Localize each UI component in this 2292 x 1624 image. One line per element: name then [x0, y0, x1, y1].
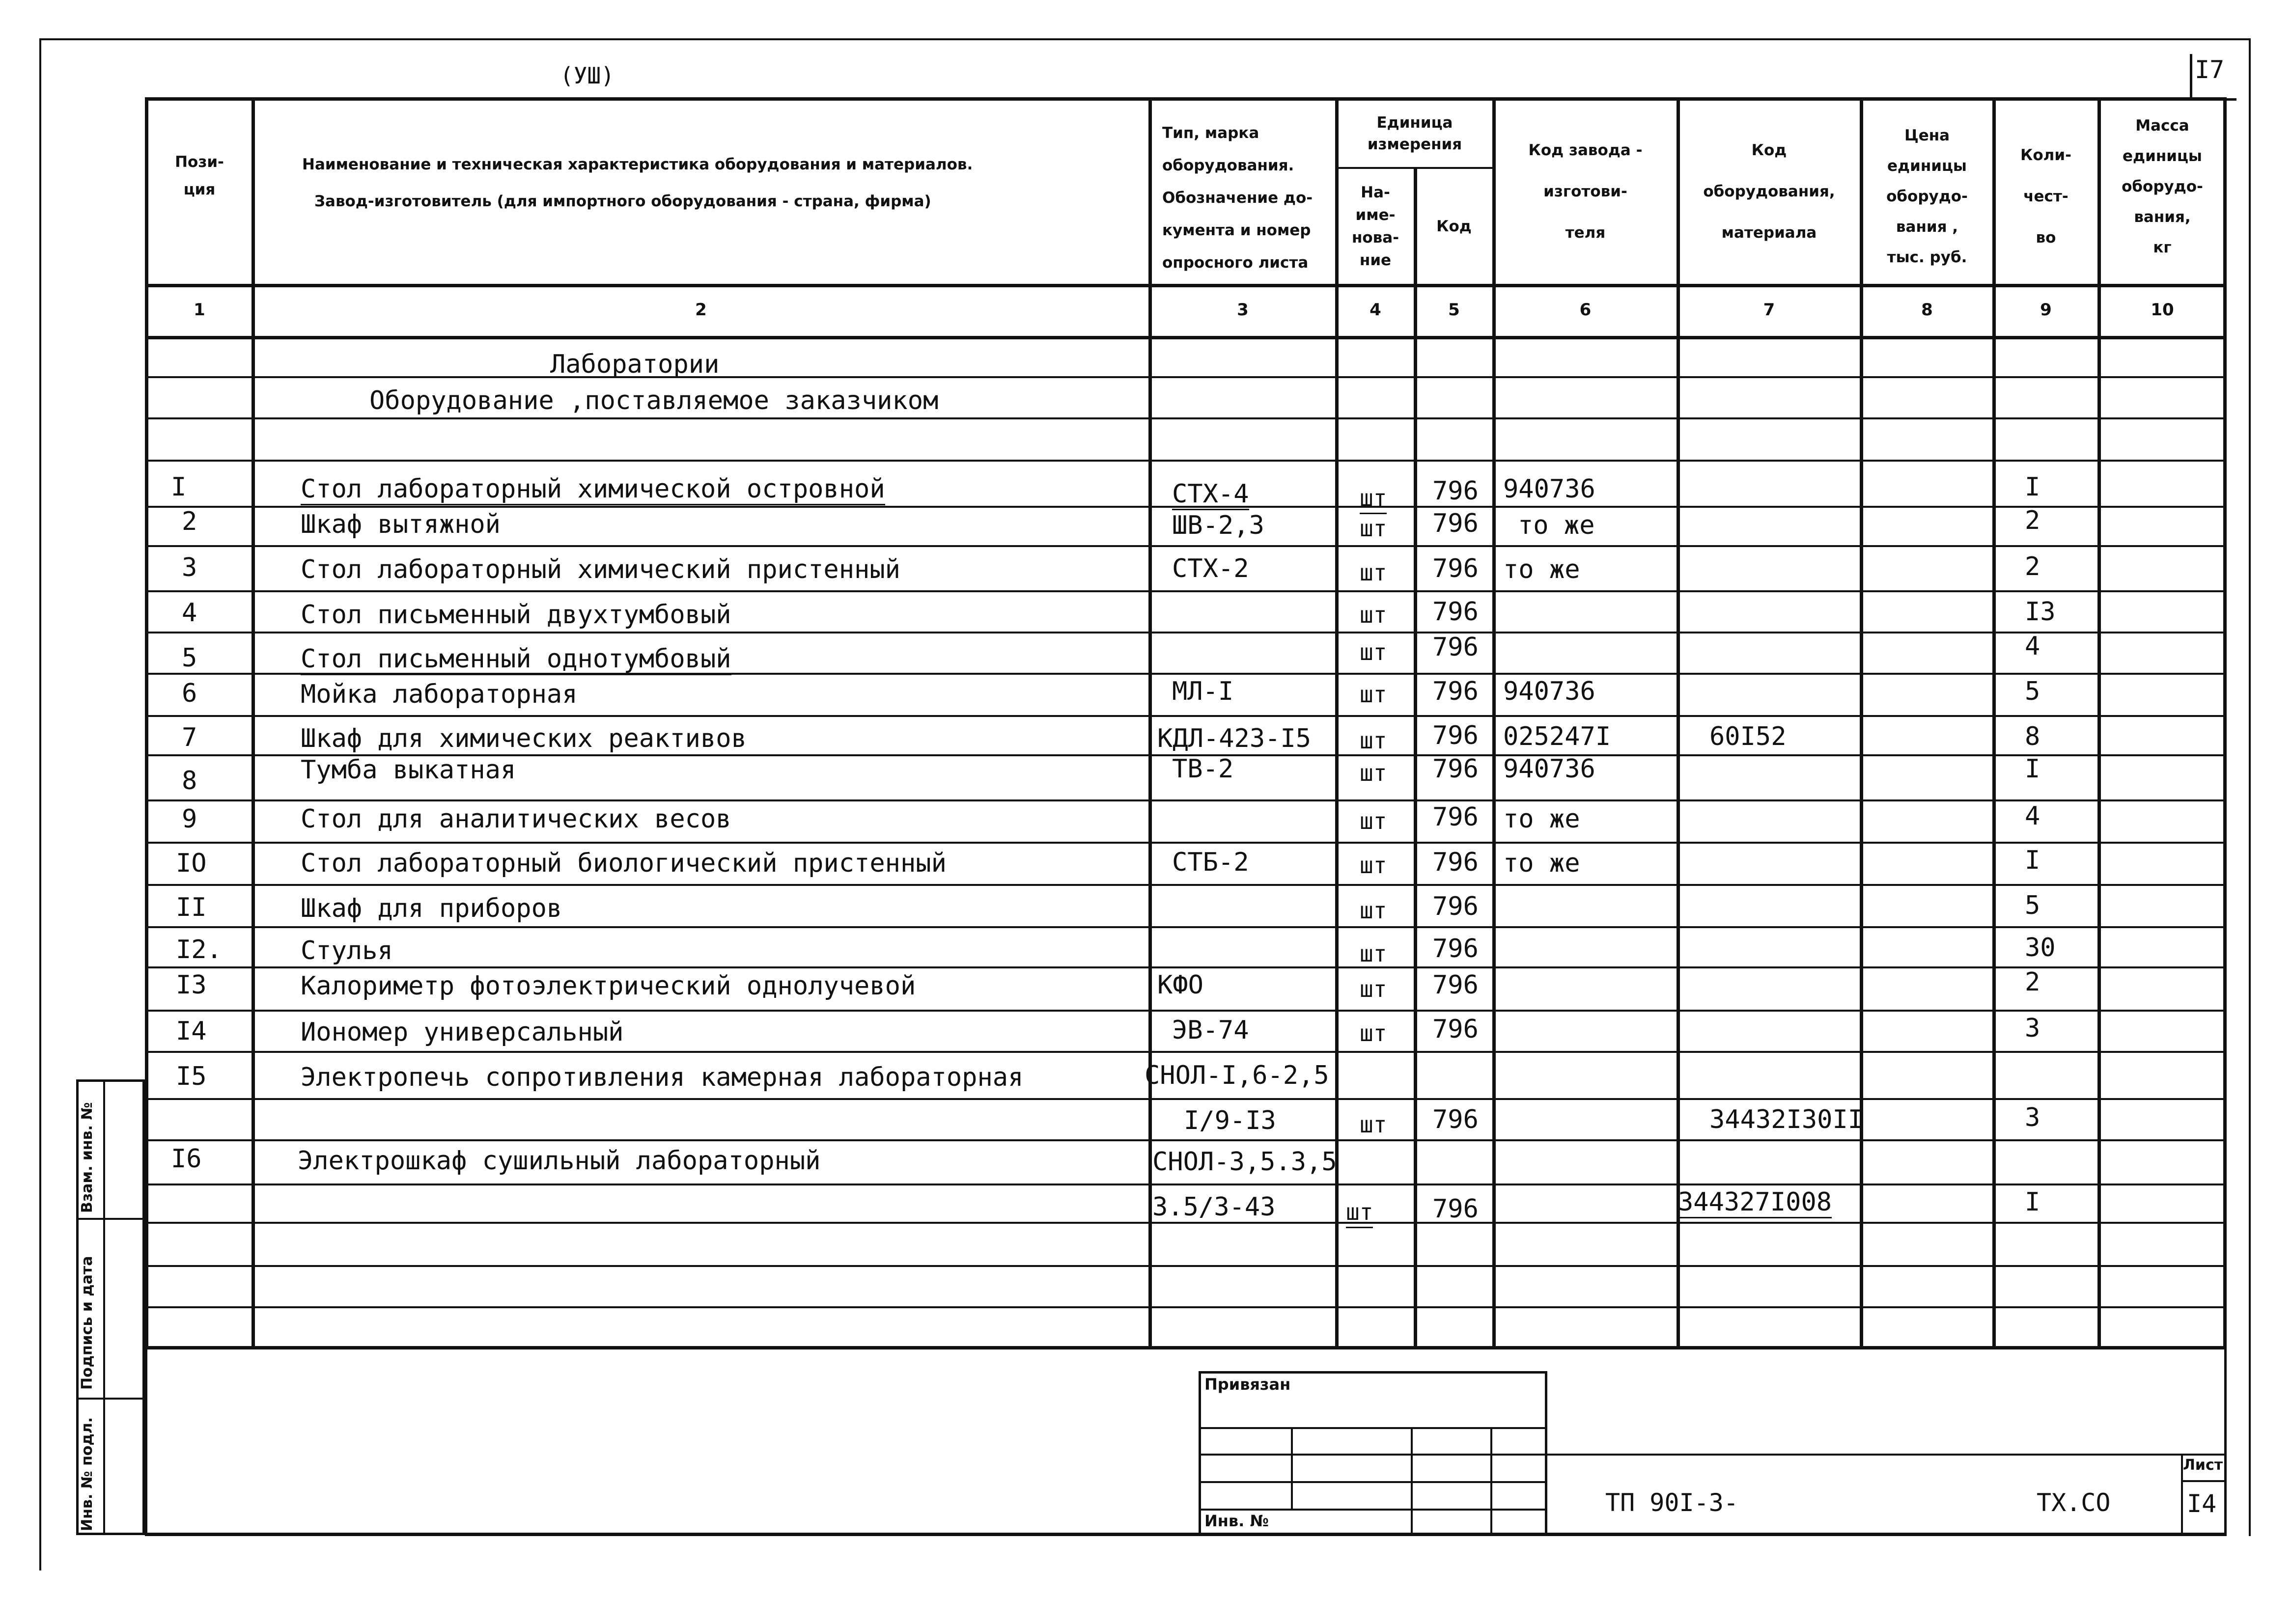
row-type: ТВ-2	[1172, 754, 1234, 784]
sheet-box-rule	[2181, 1480, 2227, 1482]
header-type-line: Обозначение до-	[1162, 189, 1313, 207]
row-rule	[145, 715, 2227, 717]
header-qty-line: Коли-	[2020, 146, 2071, 164]
row-unit: шт	[1360, 940, 1387, 967]
column-number: 10	[2151, 300, 2174, 320]
header-price-line: единицы	[1887, 157, 1967, 175]
row-name: Стол для аналитических весов	[301, 804, 731, 834]
row-qty: 2	[2025, 967, 2040, 997]
row-position: 3	[182, 553, 197, 582]
row-position: I6	[171, 1144, 202, 1174]
row-qty: 4	[2025, 801, 2040, 831]
header-type-line: опросного листа	[1162, 254, 1309, 272]
row-name: Электропечь сопротивления камерная лабораторная	[301, 1063, 1024, 1092]
row-unit: шт	[1360, 559, 1387, 586]
row-code: 796	[1432, 892, 1479, 921]
attached-divider	[1291, 1427, 1293, 1509]
header-name-line: Завод-изготовитель (для импортного оборудования - страна, фирма)	[314, 193, 931, 210]
row-name: Стол письменный однотумбовый	[301, 644, 731, 675]
row-code: 796	[1432, 934, 1479, 963]
column-number: 2	[695, 300, 707, 320]
title-rule	[1547, 1454, 2227, 1456]
header-equip-line: оборудования,	[1703, 183, 1835, 200]
side-label-inv: Инв. № подл.	[79, 1417, 96, 1531]
row-name: Иономер универсальный	[301, 1018, 624, 1047]
row-name: Шкаф для приборов	[301, 894, 562, 923]
header-unit-name-line: име-	[1355, 206, 1396, 224]
inv-label: Инв. №	[1204, 1512, 1269, 1530]
header-unit-group	[1337, 104, 1492, 163]
row-qty: 4	[2025, 632, 2040, 661]
row-factory: то же	[1518, 511, 1595, 540]
row-name: Калориметр фотоэлектрический однолучевой	[301, 971, 916, 1001]
header-equipment-code	[1678, 118, 1860, 265]
row-unit: шт	[1360, 760, 1387, 786]
header-price-line: вания ,	[1896, 218, 1958, 236]
row-unit: шт	[1360, 852, 1387, 879]
row-rule	[145, 417, 2227, 419]
row-position: 5	[182, 643, 197, 673]
attached-divider	[1490, 1427, 1492, 1536]
row-position: 8	[182, 766, 197, 796]
row-position: 6	[182, 679, 197, 708]
row-position: I4	[176, 1017, 207, 1046]
row-qty: 8	[2025, 722, 2040, 751]
row-unit: шт	[1360, 515, 1387, 542]
side-label-replace: Взам. инв. №	[79, 1102, 96, 1213]
row-unit: шт	[1360, 483, 1387, 514]
row-position: I3	[176, 970, 207, 1000]
attached-rule	[1199, 1481, 1547, 1483]
column-number: 6	[1579, 300, 1592, 320]
row-position: I2.	[176, 935, 222, 964]
row-code: 796	[1432, 677, 1479, 706]
header-name	[275, 142, 1032, 216]
row-qty: 5	[2025, 677, 2040, 706]
row-equip: 60I52	[1709, 722, 1787, 751]
attached-label: Привязан	[1204, 1375, 1291, 1394]
row-type: КДЛ-423-I5	[1157, 724, 1312, 753]
header-unit-line: измерения	[1367, 136, 1462, 153]
header-mass	[2099, 108, 2225, 265]
title-block	[145, 1349, 2227, 1536]
header-quantity	[1994, 123, 2097, 270]
header-qty-line: во	[2036, 229, 2056, 247]
header-position-line: Пози-	[175, 153, 224, 171]
header-unit-name-line: нова-	[1351, 229, 1399, 247]
row-code: 796	[1432, 597, 1479, 627]
row-rule	[145, 376, 2227, 378]
row-equip: 34432I30II	[1709, 1105, 1864, 1134]
row-rule	[145, 966, 2227, 968]
row-factory: 025247I	[1503, 722, 1611, 751]
row-type: КФО	[1157, 970, 1203, 1000]
header-mass-line: единицы	[2123, 147, 2202, 165]
row-rule	[145, 1139, 2227, 1141]
row-unit: шт	[1360, 639, 1387, 665]
row-code: 796	[1432, 721, 1479, 750]
row-type: СТХ-4	[1172, 479, 1249, 510]
column-number: 9	[2040, 300, 2052, 320]
attached-rule	[1199, 1509, 1547, 1511]
row-code: 796	[1432, 1105, 1479, 1134]
row-type: I/9-I3	[1184, 1106, 1276, 1135]
row-factory: то же	[1503, 849, 1580, 878]
header-mass-line: кг	[2153, 239, 2172, 256]
header-unit-name-line: На-	[1361, 184, 1390, 201]
row-unit: шт	[1360, 897, 1387, 924]
header-mass-line: оборудо-	[2122, 178, 2203, 195]
row-position: 9	[182, 804, 197, 834]
row-name: Стол лабораторный биологический пристенный	[301, 849, 947, 878]
column-number: 1	[194, 300, 205, 320]
row-unit: шт	[1346, 1197, 1373, 1228]
row-type: ЭВ-74	[1172, 1016, 1249, 1045]
row-qty: I	[2025, 846, 2040, 875]
header-unit-name	[1337, 172, 1414, 281]
sheet-number: I4	[2187, 1489, 2217, 1518]
header-name-line: Наименование и техническая характеристика оборудования и материалов.	[302, 156, 973, 173]
row-rule	[145, 545, 2227, 547]
row-rule	[145, 1010, 2227, 1012]
row-position: 7	[182, 723, 197, 752]
column-number: 7	[1763, 300, 1775, 320]
corner-number: I7	[2195, 55, 2225, 84]
header-mass-line: Масса	[2135, 117, 2189, 135]
row-type: МЛ-I	[1172, 677, 1234, 706]
row-type: СНОЛ-I,6-2,5	[1145, 1061, 1329, 1090]
doc-code: ТП 90I-3-	[1605, 1488, 1738, 1517]
row-qty: I3	[2025, 597, 2056, 627]
row-rule	[145, 460, 2227, 462]
row-rule	[145, 1265, 2227, 1267]
sheet-label: Лист	[2183, 1457, 2223, 1474]
row-unit: шт	[1360, 808, 1387, 834]
row-factory: то же	[1503, 555, 1580, 584]
header-price-line: тыс. руб.	[1887, 248, 1967, 266]
row-name: Шкаф для химических реактивов	[301, 724, 747, 753]
header-position	[147, 146, 252, 205]
row-rule	[145, 842, 2227, 844]
row-code: 796	[1432, 848, 1479, 877]
header-price	[1862, 118, 1992, 275]
row-type: СНОЛ-3,5.3,5	[1152, 1147, 1337, 1177]
row-qty: 3	[2025, 1103, 2040, 1132]
row-name: Мойка лабораторная	[301, 680, 578, 709]
row-name: Тумба выкатная	[301, 755, 516, 785]
row-type: СТХ-2	[1172, 554, 1249, 583]
row-factory: то же	[1503, 804, 1580, 834]
column-number: 4	[1370, 300, 1381, 320]
header-price-line: оборудо-	[1886, 188, 1968, 205]
row-factory: 940736	[1503, 677, 1595, 706]
row-qty: I	[2025, 754, 2040, 784]
header-equip-line: Код	[1751, 141, 1787, 159]
row-rule	[145, 799, 2227, 801]
section-title: Лаборатории	[550, 350, 720, 379]
column-number: 5	[1448, 300, 1460, 320]
row-name: Стулья	[301, 936, 393, 965]
section-subtitle: Оборудование ,поставляемое заказчиком	[369, 386, 939, 415]
col-divider-4	[1414, 167, 1417, 1349]
row-rule	[145, 1184, 2227, 1185]
row-position: I5	[176, 1062, 207, 1091]
header-type	[1153, 117, 1335, 279]
row-type: 3.5/3-43	[1152, 1192, 1275, 1223]
row-type: ШВ-2,3	[1172, 511, 1264, 540]
row-unit: шт	[1360, 681, 1387, 708]
row-code: 796	[1432, 1194, 1479, 1224]
side-label-signature: Подпись и дата	[79, 1256, 96, 1390]
row-position: 4	[182, 598, 197, 628]
row-factory: 940736	[1503, 474, 1595, 504]
row-name: Стол лабораторный химический пристенный	[301, 555, 900, 584]
attached-divider	[1411, 1427, 1413, 1536]
header-type-line: кумента и номер	[1162, 221, 1311, 239]
frame-right	[2249, 38, 2251, 1536]
row-qty: 5	[2025, 891, 2040, 920]
row-position: IO	[176, 849, 207, 878]
frame-top	[39, 38, 2250, 40]
row-type: СТБ-2	[1172, 848, 1249, 877]
side-stamp-rule	[76, 1218, 145, 1220]
header-factory-line: теля	[1565, 224, 1606, 242]
column-number: 3	[1237, 300, 1249, 320]
header-qty-line: чест-	[2023, 188, 2068, 205]
header-factory-line: Код завода -	[1528, 141, 1643, 159]
row-qty: 3	[2025, 1014, 2040, 1043]
row-code: 796	[1432, 754, 1479, 784]
attached-rule	[1199, 1454, 1547, 1456]
row-rule	[145, 1051, 2227, 1053]
row-qty: 2	[2025, 552, 2040, 581]
header-unit-line: Единица	[1376, 114, 1453, 132]
side-stamp-divider	[103, 1079, 105, 1535]
column-number: 8	[1921, 300, 1933, 320]
header-factory-code	[1494, 118, 1677, 265]
side-stamp-rule	[76, 1398, 145, 1400]
row-name: Стол письменный двухтумбовый	[301, 600, 731, 630]
header-price-line: Цена	[1904, 127, 1950, 144]
row-qty: I	[2025, 472, 2040, 502]
row-unit: шт	[1360, 1111, 1387, 1138]
row-qty: 30	[2025, 933, 2056, 963]
row-rule	[145, 590, 2227, 592]
row-code: 796	[1432, 802, 1479, 832]
header-position-line: ция	[183, 181, 216, 198]
frame-left	[39, 38, 41, 1570]
colnum-bottom-rule	[145, 336, 2227, 339]
row-unit: шт	[1360, 602, 1387, 628]
header-unit-name-line: ние	[1359, 251, 1392, 269]
row-rule	[145, 1306, 2227, 1308]
header-mass-line: вания,	[2134, 208, 2191, 226]
row-name: Шкаф вытяжной	[301, 510, 501, 539]
row-rule	[145, 884, 2227, 886]
row-name: Стол лабораторный химической островной	[301, 474, 885, 505]
row-name: Электрошкаф сушильный лабораторный	[298, 1146, 821, 1176]
attached-rule	[1199, 1427, 1547, 1429]
row-code: 796	[1432, 554, 1479, 583]
row-qty: 2	[2025, 506, 2040, 535]
doc-series: ТХ.СО	[2037, 1488, 2111, 1517]
row-position: II	[176, 893, 207, 922]
row-factory: 940736	[1503, 754, 1595, 784]
header-type-line: оборудования.	[1162, 157, 1294, 174]
row-rule	[145, 1098, 2227, 1100]
row-code: 796	[1432, 476, 1479, 507]
row-rule	[145, 926, 2227, 928]
header-unit-code: Код	[1436, 218, 1472, 235]
header-equip-line: материала	[1721, 224, 1817, 242]
row-equip: 344327I008	[1678, 1187, 1832, 1218]
row-qty: I	[2025, 1187, 2040, 1217]
row-unit: шт	[1360, 727, 1387, 754]
row-code: 796	[1432, 509, 1479, 538]
header-type-line: Тип, марка	[1162, 124, 1259, 142]
section-mark: (УШ)	[560, 62, 615, 89]
row-code: 796	[1432, 633, 1479, 662]
row-rule	[145, 632, 2227, 633]
header-factory-line: изготови-	[1543, 183, 1627, 200]
row-position: 2	[182, 507, 197, 536]
row-unit: шт	[1360, 1020, 1387, 1046]
row-unit: шт	[1360, 976, 1387, 1002]
row-code: 796	[1432, 970, 1479, 1000]
row-code: 796	[1432, 1015, 1479, 1044]
row-position: I	[171, 472, 187, 502]
